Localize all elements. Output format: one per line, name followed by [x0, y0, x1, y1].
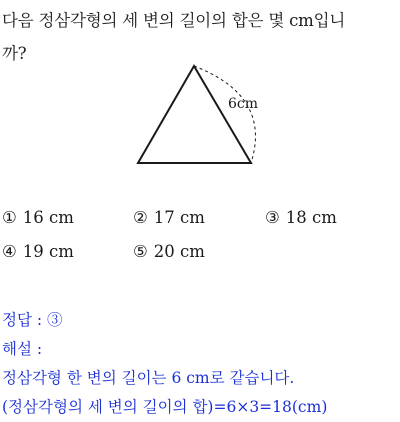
question-line-1: 다음 정삼각형의 세 변의 길이의 합은 몇 cm입니 [2, 11, 346, 30]
choice-3-text: 18 cm [285, 208, 337, 227]
choice-1-number: ① [2, 208, 17, 227]
choice-3-number: ③ [265, 208, 280, 227]
choice-4-number: ④ [2, 242, 17, 261]
triangle-shape [138, 66, 251, 163]
choice-row-1 [2, 208, 398, 242]
choice-2[interactable] [133, 208, 205, 227]
choice-row-2 [2, 242, 398, 276]
question-line-2: 까? [2, 44, 27, 63]
choice-1-text: 16 cm [22, 208, 74, 227]
choice-5[interactable] [133, 242, 205, 261]
explanation-line-1: 정삼각형 한 변의 길이는 6 cm로 같습니다. [2, 369, 295, 387]
side-length-label: 6cm [228, 96, 259, 112]
choice-2-text: 17 cm [153, 208, 205, 227]
correct-answer: 정답 : ③ [2, 311, 63, 329]
choice-4-text: 19 cm [22, 242, 74, 261]
choice-4[interactable] [2, 242, 74, 261]
choice-1[interactable] [2, 208, 74, 227]
triangle-diagram [130, 56, 270, 174]
choice-5-number: ⑤ [133, 242, 148, 261]
answer-choices [2, 208, 398, 276]
equilateral-triangle-figure [130, 56, 270, 174]
choice-2-number: ② [133, 208, 148, 227]
choice-5-text: 20 cm [153, 242, 205, 261]
explanation-label: 해설 : [2, 340, 43, 358]
choice-3[interactable] [265, 208, 337, 227]
answer-section [2, 306, 398, 422]
explanation-line-2: (정삼각형의 세 변의 길이의 합)=6×3=18(cm) [2, 398, 328, 416]
